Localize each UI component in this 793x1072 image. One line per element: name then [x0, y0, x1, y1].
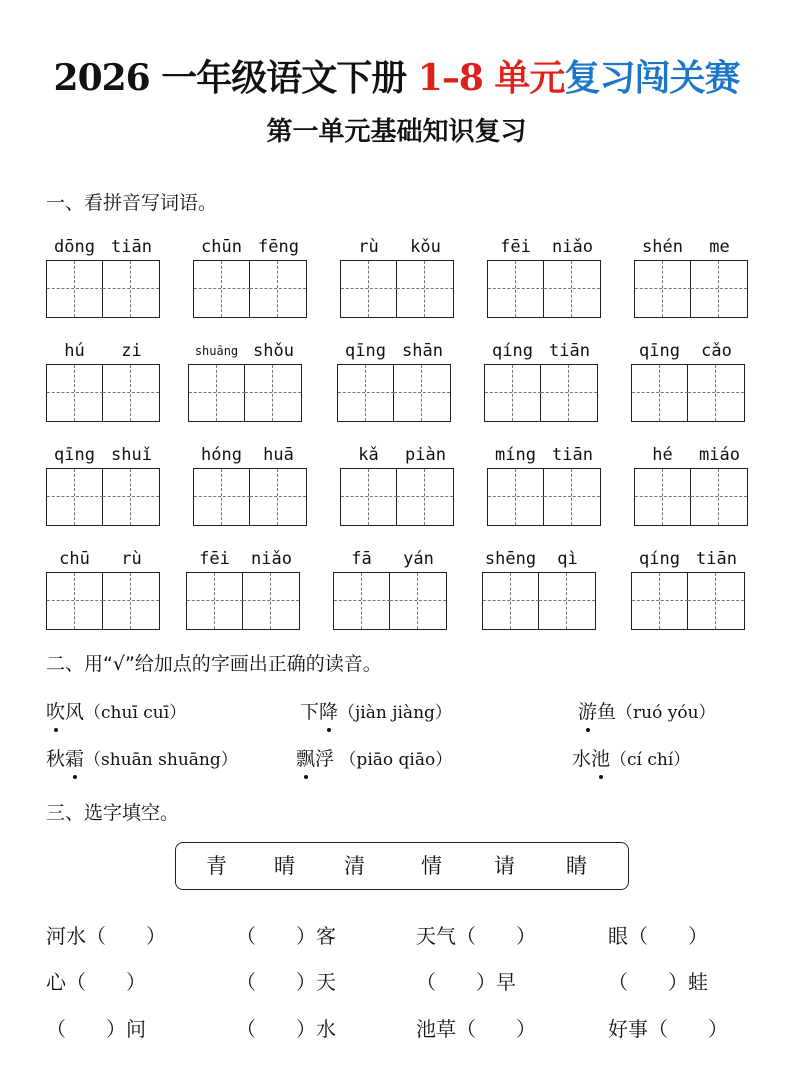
pinyin-options[interactable]: （chuī cuī） — [84, 703, 187, 723]
pinyin-label — [46, 546, 160, 572]
reading-item[interactable] — [300, 698, 452, 727]
pinyin-syllable: tiān — [111, 237, 152, 257]
pinyin-syllable: me — [709, 237, 730, 257]
tian-zi-grid[interactable] — [482, 572, 596, 630]
writing-square[interactable] — [187, 573, 243, 629]
word-char: 浮 — [315, 748, 335, 770]
fill-blank-item[interactable]: （ ）早 — [416, 970, 516, 994]
pinyin-syllable: piàn — [405, 445, 446, 465]
pinyin-label — [46, 234, 160, 260]
tian-zi-grid[interactable] — [631, 572, 745, 630]
word-char: 池 — [591, 745, 610, 773]
writing-square[interactable] — [635, 261, 691, 317]
writing-square[interactable] — [397, 261, 453, 317]
writing-square[interactable] — [488, 261, 544, 317]
writing-square[interactable] — [47, 365, 103, 421]
title-competition: 复习闯关赛 — [564, 57, 740, 99]
word-char: 秋 — [46, 748, 66, 770]
writing-square[interactable] — [483, 573, 539, 629]
tian-zi-grid[interactable] — [631, 364, 745, 422]
choice-char: 清 — [344, 854, 365, 878]
word-char: 下 — [300, 701, 320, 723]
choice-char: 请 — [494, 854, 515, 878]
fill-blank-item[interactable]: 眼（ ） — [608, 924, 708, 948]
writing-square[interactable] — [688, 365, 744, 421]
pinyin-syllable: chū — [59, 549, 90, 569]
writing-square[interactable] — [632, 573, 688, 629]
choice-char: 晴 — [274, 854, 295, 878]
fill-blank-item[interactable]: 心（ ） — [46, 970, 146, 994]
tian-zi-grid[interactable] — [340, 260, 454, 318]
writing-square[interactable] — [635, 469, 691, 525]
pinyin-syllable: qīng — [54, 445, 95, 465]
fill-blank-item[interactable]: 河水（ ） — [46, 924, 166, 948]
fill-blank-item[interactable]: （ ）客 — [236, 924, 336, 948]
fill-blank-item[interactable]: 池草（ ） — [416, 1017, 536, 1041]
writing-square[interactable] — [541, 365, 597, 421]
word-char: 吹 — [46, 698, 65, 726]
pinyin-syllable: chūn — [201, 237, 242, 257]
pinyin-syllable: fēi — [199, 549, 230, 569]
pinyin-syllable: shuǐ — [111, 445, 152, 465]
pinyin-syllable: rù — [358, 237, 379, 257]
pinyin-row — [0, 546, 793, 656]
writing-square[interactable] — [544, 261, 600, 317]
writing-square[interactable] — [194, 261, 250, 317]
pinyin-syllable: shēng — [484, 549, 537, 569]
pinyin-label — [333, 546, 447, 572]
pinyin-syllable: qīng — [639, 341, 680, 361]
tian-zi-grid[interactable] — [193, 260, 307, 318]
tian-zi-grid[interactable] — [193, 468, 307, 526]
pinyin-options[interactable]: （jiàn jiàng） — [338, 703, 452, 723]
pinyin-syllable: fēng — [258, 237, 299, 257]
pinyin-syllable: kǎ — [358, 445, 379, 465]
reading-item[interactable] — [296, 745, 452, 774]
pinyin-syllable: dōng — [54, 237, 95, 257]
title-units: 1–8 单元 — [417, 57, 565, 99]
word-char: 游 — [578, 698, 597, 726]
fill-blank-item[interactable]: （ ）水 — [236, 1017, 336, 1041]
pinyin-syllable: zi — [121, 341, 142, 361]
page-subtitle: 第一单元基础知识复习 — [266, 117, 527, 147]
pinyin-syllable: tiān — [549, 341, 590, 361]
pinyin-label — [487, 234, 601, 260]
pinyin-syllable: fēi — [500, 237, 531, 257]
tian-zi-grid[interactable] — [484, 364, 598, 422]
tian-zi-grid[interactable] — [46, 572, 160, 630]
writing-square[interactable] — [341, 261, 397, 317]
character-choice-box — [175, 842, 629, 890]
tian-zi-grid[interactable] — [337, 364, 451, 422]
pinyin-label — [631, 546, 745, 572]
writing-square[interactable] — [250, 469, 306, 525]
pinyin-syllable: tiān — [552, 445, 593, 465]
pinyin-label — [340, 234, 454, 260]
pinyin-label — [484, 338, 598, 364]
fill-blank-item[interactable]: （ ）蛙 — [608, 970, 708, 994]
tian-zi-grid[interactable] — [487, 468, 601, 526]
writing-square[interactable] — [544, 469, 600, 525]
pinyin-syllable: niǎo — [251, 549, 292, 569]
pinyin-syllable: kǒu — [410, 237, 441, 257]
pinyin-syllable: cǎo — [701, 341, 732, 361]
writing-square[interactable] — [103, 365, 159, 421]
pinyin-row — [0, 442, 793, 552]
writing-square[interactable] — [338, 365, 394, 421]
pinyin-label — [186, 546, 300, 572]
tian-zi-grid[interactable] — [634, 260, 748, 318]
word-char: 水 — [572, 748, 592, 770]
pinyin-syllable: qíng — [492, 341, 533, 361]
word-char: 降 — [319, 698, 338, 726]
pinyin-label — [340, 442, 454, 468]
writing-square[interactable] — [632, 365, 688, 421]
writing-square[interactable] — [103, 469, 159, 525]
pinyin-label — [482, 546, 596, 572]
pinyin-syllable: hóng — [201, 445, 242, 465]
writing-square[interactable] — [189, 365, 245, 421]
writing-square[interactable] — [688, 573, 744, 629]
pinyin-label — [634, 234, 748, 260]
pinyin-options[interactable]: （ruó yóu） — [616, 703, 716, 723]
fill-blank-item[interactable]: （ ）天 — [236, 970, 336, 994]
tian-zi-grid[interactable] — [634, 468, 748, 526]
tian-zi-grid[interactable] — [186, 572, 300, 630]
fill-blank-item[interactable]: 天气（ ） — [416, 924, 536, 948]
tian-zi-grid[interactable] — [46, 468, 160, 526]
pinyin-syllable: huā — [263, 445, 294, 465]
writing-square[interactable] — [539, 573, 595, 629]
reading-item[interactable] — [46, 698, 186, 727]
writing-square[interactable] — [245, 365, 301, 421]
reading-item[interactable] — [578, 698, 716, 727]
reading-item[interactable] — [46, 745, 238, 774]
word-char: 鱼 — [597, 701, 617, 723]
pinyin-row — [0, 338, 793, 448]
writing-square[interactable] — [334, 573, 390, 629]
tian-zi-grid[interactable] — [46, 260, 160, 318]
word-char: 霜 — [65, 745, 84, 773]
writing-square[interactable] — [47, 261, 103, 317]
pinyin-label — [46, 442, 160, 468]
word-char: 飘 — [296, 745, 315, 773]
choice-char: 情 — [421, 854, 442, 878]
pinyin-label — [487, 442, 601, 468]
tian-zi-grid[interactable] — [333, 572, 447, 630]
writing-square[interactable] — [488, 469, 544, 525]
pinyin-syllable: shén — [642, 237, 683, 257]
pinyin-options[interactable]: （piāo qiāo） — [334, 750, 453, 770]
writing-square[interactable] — [390, 573, 446, 629]
pinyin-syllable: shǒu — [253, 341, 294, 361]
writing-square[interactable] — [341, 469, 397, 525]
tian-zi-grid[interactable] — [46, 364, 160, 422]
writing-square[interactable] — [250, 261, 306, 317]
choice-char: 青 — [206, 854, 227, 878]
pinyin-syllable: shān — [402, 341, 443, 361]
writing-square[interactable] — [243, 573, 299, 629]
pinyin-syllable: tiān — [696, 549, 737, 569]
pinyin-syllable: qīng — [345, 341, 386, 361]
pinyin-syllable: qì — [557, 549, 578, 569]
pinyin-label — [193, 442, 307, 468]
section2-heading: 二、用“√”给加点的字画出正确的读音。 — [46, 653, 382, 675]
pinyin-options[interactable]: （shuān shuāng） — [84, 750, 238, 770]
pinyin-syllable: miáo — [699, 445, 740, 465]
pinyin-syllable: fā — [351, 549, 372, 569]
tian-zi-grid[interactable] — [487, 260, 601, 318]
writing-square[interactable] — [691, 469, 747, 525]
pinyin-options[interactable]: （cí chí） — [610, 750, 691, 770]
writing-square[interactable] — [47, 573, 103, 629]
pinyin-label — [193, 234, 307, 260]
section1-heading: 一、看拼音写词语。 — [46, 192, 218, 214]
writing-square[interactable] — [691, 261, 747, 317]
pinyin-label — [46, 338, 160, 364]
pinyin-label — [337, 338, 451, 364]
pinyin-syllable: míng — [495, 445, 536, 465]
writing-square[interactable] — [194, 469, 250, 525]
pinyin-syllable: qíng — [639, 549, 680, 569]
pinyin-syllable: shuāng — [194, 344, 239, 358]
writing-square[interactable] — [47, 469, 103, 525]
page-title — [0, 52, 793, 104]
pinyin-row — [0, 234, 793, 344]
fill-blank-item[interactable]: （ ）问 — [46, 1017, 146, 1041]
reading-item[interactable] — [572, 745, 690, 774]
pinyin-label — [188, 338, 302, 364]
pinyin-syllable: hú — [64, 341, 85, 361]
writing-square[interactable] — [103, 261, 159, 317]
fill-blank-item[interactable]: 好事（ ） — [608, 1017, 728, 1041]
pinyin-label — [634, 442, 748, 468]
tian-zi-grid[interactable] — [188, 364, 302, 422]
tian-zi-grid[interactable] — [340, 468, 454, 526]
choice-char: 睛 — [566, 854, 587, 878]
writing-square[interactable] — [485, 365, 541, 421]
pinyin-syllable: niǎo — [552, 237, 593, 257]
writing-square[interactable] — [103, 573, 159, 629]
section3-heading: 三、选字填空。 — [46, 802, 180, 824]
title-main: 2026 一年级语文下册 — [53, 57, 418, 99]
writing-square[interactable] — [394, 365, 450, 421]
writing-square[interactable] — [397, 469, 453, 525]
pinyin-syllable: rù — [121, 549, 142, 569]
pinyin-label — [631, 338, 745, 364]
pinyin-syllable: hé — [652, 445, 673, 465]
word-char: 风 — [65, 701, 85, 723]
pinyin-syllable: yán — [403, 549, 434, 569]
